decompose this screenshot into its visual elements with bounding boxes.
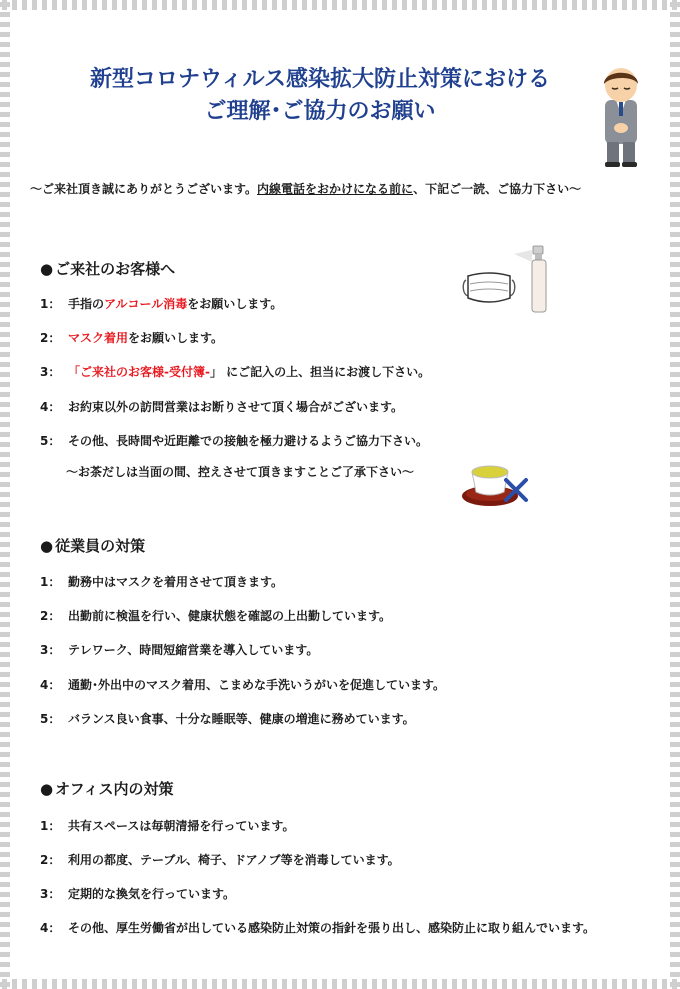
item-text: 共有スペースは毎朝清掃を行っています。 <box>68 819 295 833</box>
spray-bottle-icon <box>512 240 556 314</box>
item-number: 1： <box>40 819 61 833</box>
section-bullet: ● <box>40 260 54 278</box>
intro-message-part1: ～ご来社頂き誠にありがとうございます。 <box>30 182 258 196</box>
employee-item-2 <box>40 607 391 624</box>
item-text-after: をお願いします。 <box>128 331 224 345</box>
visitor-item-4 <box>40 398 403 415</box>
item-text-after: をお願いします。 <box>187 297 283 311</box>
item-number: 2： <box>40 609 61 623</box>
section-heading-label: オフィス内の対策 <box>55 780 174 798</box>
visitor-item-5 <box>40 432 428 449</box>
section-heading-office <box>40 778 173 799</box>
tea-cup-crossed-icon <box>460 458 530 510</box>
item-text: 勤務中はマスクを着用させて頂きます。 <box>68 575 284 589</box>
office-item-1 <box>40 817 294 834</box>
item-highlight: ご来社のお客様-受付簿- <box>80 365 210 379</box>
item-highlight: アルコール消毒 <box>104 297 188 311</box>
item-number: 5： <box>40 434 61 448</box>
item-text-after: 」 にご記入の上、担当にお渡し下さい。 <box>209 365 431 379</box>
item-text: 「 <box>68 365 81 379</box>
item-number: 2： <box>40 331 61 345</box>
page-title <box>40 64 600 128</box>
section-bullet: ● <box>40 780 54 798</box>
page-border-left <box>0 0 10 989</box>
section-heading-visitors <box>40 258 175 279</box>
item-number: 3： <box>40 643 61 657</box>
item-number: 3： <box>40 887 61 901</box>
item-text: その他、長時間や近距離での接触を極力避けるようご協力下さい。 <box>68 434 429 448</box>
item-text: テレワーク、時間短縮営業を導入しています。 <box>68 643 319 657</box>
page-title-line2: ご理解･ご協力のお願い <box>204 99 436 124</box>
visitor-item-1 <box>40 295 282 312</box>
page-border-right <box>670 0 680 989</box>
visitor-item-3 <box>40 363 430 380</box>
item-text: 通勤･外出中のマスク着用、こまめな手洗いうがいを促進しています。 <box>68 678 446 692</box>
section-heading-label: 従業員の対策 <box>55 537 146 555</box>
item-text: 利用の都度、テーブル、椅子、ドアノブ等を消毒しています。 <box>68 853 400 867</box>
section-heading-label: ご来社のお客様へ <box>55 260 176 278</box>
bowing-businessman-icon <box>590 66 652 170</box>
section-heading-employees <box>40 535 145 556</box>
employee-item-1 <box>40 573 283 590</box>
page-border-top <box>0 0 680 10</box>
page-border-bottom <box>0 979 680 989</box>
intro-message-emphasis: 内線電話をおかけになる前に <box>257 182 414 196</box>
item-number: 5： <box>40 712 61 726</box>
item-number: 4： <box>40 678 61 692</box>
office-item-4 <box>40 919 595 936</box>
employee-item-4 <box>40 676 445 693</box>
item-text: 出勤前に検温を行い、健康状態を確認の上出勤しています。 <box>68 609 392 623</box>
office-item-3 <box>40 885 235 902</box>
page-title-line1: 新型コロナウィルス感染拡大防止対策における <box>89 67 551 92</box>
item-number: 1： <box>40 575 61 589</box>
office-item-2 <box>40 851 400 868</box>
section-bullet: ● <box>40 537 54 555</box>
item-number: 1： <box>40 297 61 311</box>
item-text: バランス良い食事、十分な睡眠等、健康の増進に務めています。 <box>68 712 415 726</box>
employee-item-3 <box>40 641 318 658</box>
item-number: 4： <box>40 400 61 414</box>
intro-message-part3: 、下記ご一読、ご協力下さい～ <box>413 182 582 196</box>
item-number: 3： <box>40 365 61 379</box>
item-highlight: マスク着用 <box>68 331 129 345</box>
tea-service-note: ～お茶だしは当面の間、控えさせて頂きますことご了承下さい～ <box>66 465 415 479</box>
item-text: その他、厚生労働省が出している感染防止対策の指針を張り出し、感染防止に取り組んでいます。 <box>68 921 596 935</box>
visitor-item-2 <box>40 329 223 346</box>
employee-item-5 <box>40 710 415 727</box>
item-text: 手指の <box>68 297 105 311</box>
intro-message <box>30 180 660 197</box>
item-number: 2： <box>40 853 61 867</box>
face-mask-icon <box>462 268 516 308</box>
item-text: お約束以外の訪問営業はお断りさせて頂く場合がございます。 <box>68 400 404 414</box>
item-text: 定期的な換気を行っています。 <box>68 887 236 901</box>
item-number: 4： <box>40 921 61 935</box>
